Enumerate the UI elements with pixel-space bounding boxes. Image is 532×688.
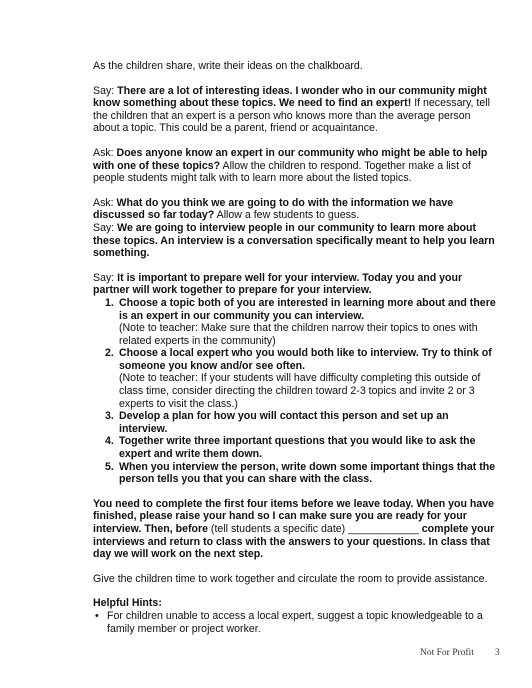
step-text: When you interview the person, write down some important things that the person tells you that you can share with the class. xyxy=(119,460,496,486)
footer-label: Not For Profit xyxy=(420,648,474,658)
teacher-note: (Note to teacher: Make sure that the children narrow their topics to ones with related experts in the community) xyxy=(119,322,478,347)
list-item xyxy=(93,347,498,410)
plain-text: (tell students a specific date) ____________ xyxy=(207,523,422,535)
say-bold-text: It is important to prepare well for your interview. Today you and your partner will work together to prepare for your interview. xyxy=(93,271,463,297)
step-number: 4. xyxy=(105,435,114,448)
step-number: 1. xyxy=(105,296,114,309)
step-text: Choose a topic both of you are interested in learning more about and there is an expert in our community you can interview. xyxy=(119,296,496,322)
page-number: 3 xyxy=(495,648,500,658)
teacher-note: (Note to teacher: If your students will have difficulty completing this outside of class time, consider directing the children toward 2-3 topics and invite 2 or 3 experts to visit the class.) xyxy=(119,372,481,410)
say-label: Say: xyxy=(93,271,118,284)
paragraph-complete xyxy=(93,498,498,561)
list-item xyxy=(93,461,498,486)
list-item xyxy=(93,610,498,635)
step-number: 5. xyxy=(105,460,114,473)
step-text: Develop a plan for how you will contact this person and set up an interview. xyxy=(119,410,449,435)
list-item xyxy=(93,410,498,435)
hints-heading: Helpful Hints: xyxy=(93,597,162,610)
say-label: Say: xyxy=(93,221,118,234)
paragraph-prepare xyxy=(93,272,498,297)
hint-text: For children unable to access a local expert, suggest a topic knowledgeable to a family member or project worker. xyxy=(107,609,483,635)
ask-bold-text: What do you think we are going to do with the information we have discussed so far today? xyxy=(93,196,454,222)
ask-bold-text: Does anyone know an expert in our community who might be able to help with one of these topics? xyxy=(93,146,488,172)
list-item xyxy=(93,297,498,347)
step-number: 2. xyxy=(105,347,114,360)
bold-text: You need to complete the first four items before we leave today. When you have finished, please raise your hand so I can make sure you are ready for your interview. Then, before xyxy=(93,497,495,535)
step-text: Choose a local expert who you would both like to interview. Try to think of someone you know and/or see often. xyxy=(119,347,492,372)
list-item xyxy=(93,435,498,460)
lesson-text xyxy=(93,60,498,635)
ask-label: Ask: xyxy=(93,196,117,209)
paragraph-rest: Allow a few students to guess. xyxy=(214,209,360,222)
say-label: Say: xyxy=(93,84,118,97)
paragraph-experts xyxy=(93,85,498,135)
hints-list xyxy=(93,610,498,635)
paragraph-interview-intro xyxy=(93,197,498,260)
bullet-icon: • xyxy=(95,609,99,622)
say-bold-text: There are a lot of interesting ideas. I wonder who in our community might know something about these topics. We need to find an expert! xyxy=(93,84,487,110)
paragraph-circulate: Give the children time to work together and circulate the room to provide assistance. xyxy=(93,572,488,585)
paragraph-ask-experts xyxy=(93,147,498,185)
paragraph-rest: Allow the children to respond. Together make a list of people students might talk with to learn more about the listed topics. xyxy=(93,159,471,185)
step-text: Together write three important questions that you would like to ask the expert and write them down. xyxy=(119,435,476,461)
paragraph-rest: If necessary, tell the children that an expert is a person who knows more than the average person about a topic. This could be a parent, friend or acquaintance. xyxy=(93,97,490,135)
ask-label: Ask: xyxy=(93,146,117,159)
step-number: 3. xyxy=(105,410,114,423)
steps-list xyxy=(93,297,498,486)
paragraph-share: As the children share, write their ideas on the chalkboard. xyxy=(93,60,363,72)
bold-text: complete your interviews and return to class with the answers to your questions. In class that day we will work on the next step. xyxy=(93,523,495,561)
say-bold-text: We are going to interview people in our community to learn more about these topics. An interview is a conversation specifically meant to help you learn something. xyxy=(93,221,495,260)
